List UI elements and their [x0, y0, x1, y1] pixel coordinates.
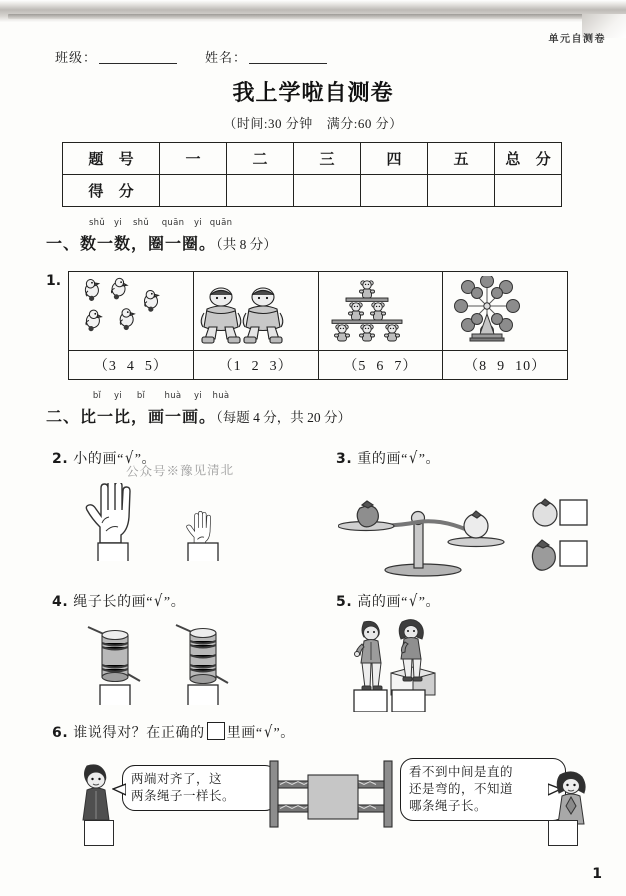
score-col-5: 五 [428, 143, 495, 175]
watermark-text: 公众号※豫见清北 [125, 463, 235, 479]
q1-options-1[interactable]: （3 4 5） [69, 351, 194, 380]
question-6-prompt [52, 722, 295, 742]
question-2-text-after: ”。 [134, 452, 157, 467]
corner-title: 单元自测卷 [548, 34, 606, 45]
question-4-text-before: 绳子长的画“ [73, 595, 154, 610]
question-2-illustration [78, 483, 248, 561]
question-3-text-after: ”。 [418, 452, 441, 467]
q1-cell-bear-pyramid [318, 272, 443, 351]
q1-options-2[interactable]: （1 2 3） [193, 351, 318, 380]
check-mark-glyph: √ [124, 448, 134, 467]
question-3-prompt [336, 448, 440, 468]
check-mark-glyph: √ [408, 448, 418, 467]
question-5-text-after: ”。 [418, 595, 441, 610]
check-mark-glyph: √ [154, 591, 163, 610]
section-two-pinyin: bǐ yi bǐ huà yi huà [92, 391, 230, 401]
exam-meta [0, 113, 626, 132]
question-4-number: 4. [52, 594, 69, 610]
ferris-wheel-icon [444, 276, 530, 346]
balance-scale-icon [338, 486, 593, 578]
question-6-number: 6. [52, 725, 69, 741]
q1-cell-chicks [69, 272, 194, 351]
two-hands-icon [78, 483, 248, 561]
question-2-text-before: 小的画“ [73, 452, 124, 467]
left-answer-box[interactable] [84, 820, 114, 846]
scan-edge-artifact [0, 0, 626, 22]
section-one-points: （共 8 分） [216, 237, 277, 252]
score-table-value-row [63, 175, 562, 207]
question-3-text-before: 重的画“ [357, 452, 408, 467]
two-ropes-behind-board-icon [264, 757, 400, 843]
score-cell-2[interactable] [227, 175, 294, 207]
q1-cell-ferris-wheel [443, 272, 568, 351]
score-table-row-label-score: 得 分 [63, 175, 160, 207]
section-one-pinyin: shǔ yi shǔ quān yi quān [88, 218, 233, 228]
score-cell-3[interactable] [294, 175, 361, 207]
score-col-2: 二 [227, 143, 294, 175]
score-table-header-row [63, 143, 562, 175]
chicks-icon [70, 276, 180, 346]
question-1 [46, 271, 568, 380]
left-bubble-line-2: 两条绳子一样长。 [131, 788, 236, 803]
name-label: 姓名： [205, 50, 248, 65]
check-mark-glyph: √ [263, 722, 273, 741]
score-col-3: 三 [294, 143, 361, 175]
exam-total-score: 满分:60 分） [326, 116, 403, 131]
question-3-number: 3. [336, 451, 353, 467]
question-2-number: 2. [52, 451, 69, 467]
score-cell-1[interactable] [160, 175, 227, 207]
page-number: 1 [592, 866, 602, 882]
sumo-wrestlers-icon [195, 277, 291, 345]
check-mark-glyph: √ [408, 591, 418, 610]
rope-cylinders-icon [78, 621, 258, 705]
section-two-points: （每题 4 分，共 20 分） [216, 410, 352, 425]
name-write-line[interactable] [249, 63, 327, 64]
right-speech-bubble [400, 758, 566, 821]
question-5-prompt [336, 591, 440, 611]
score-table-row-label-number: 题 号 [63, 143, 160, 175]
left-speech-bubble [122, 765, 278, 811]
question-1-number: 1. [46, 273, 62, 289]
right-bubble-line-1: 看不到中间是直的 [409, 765, 514, 779]
right-bubble-line-3: 哪条绳子长。 [409, 798, 488, 813]
score-cell-5[interactable] [428, 175, 495, 207]
score-table [62, 142, 562, 207]
left-bubble-tail [112, 782, 126, 798]
question-6-rope-apparatus [264, 757, 400, 843]
question-1-table [68, 271, 568, 380]
inline-answer-box[interactable] [207, 722, 225, 740]
score-cell-4[interactable] [361, 175, 428, 207]
question-4-text-after: ”。 [163, 595, 186, 610]
class-label: 班级： [55, 50, 98, 65]
question-1-options-row [69, 351, 568, 380]
page-title: 我上学啦自测卷 [232, 81, 394, 106]
right-answer-box[interactable] [548, 820, 578, 846]
class-write-line[interactable] [99, 63, 177, 64]
score-col-total: 总 分 [495, 143, 562, 175]
score-cell-total[interactable] [495, 175, 562, 207]
question-3-illustration [338, 486, 593, 578]
score-col-1: 一 [160, 143, 227, 175]
boy-girl-on-box-icon [348, 616, 498, 712]
section-two-title: 二、比一比，画一画。（每题 4 分，共 20 分） [46, 407, 352, 426]
question-1-picture-row [69, 272, 568, 351]
question-6-girl [552, 770, 594, 826]
bear-pyramid-icon [320, 277, 414, 345]
q1-options-4[interactable]: （8 9 10） [443, 351, 568, 380]
section-one-title: 一、数一数，圈一圈。（共 8 分） [46, 234, 277, 253]
question-6-text-mid: 里画“ [226, 726, 263, 741]
section-two-heading [46, 391, 352, 427]
q1-cell-sumo [193, 272, 318, 351]
q1-options-3[interactable]: （5 6 7） [318, 351, 443, 380]
exam-time: （时间:30 分钟 [223, 116, 313, 131]
question-4-illustration [78, 621, 258, 705]
right-bubble-line-2: 还是弯的，不知道 [409, 781, 514, 796]
question-6-text-after: ”。 [273, 726, 295, 741]
section-one-heading [46, 218, 277, 254]
left-bubble-line-1: 两端对齐了，这 [131, 772, 223, 786]
question-5-illustration [348, 616, 498, 712]
girl-speaker-icon [552, 770, 594, 826]
question-6-text-before: 谁说得对？在正确的 [73, 726, 205, 741]
student-info-line [55, 47, 329, 66]
question-5-number: 5. [336, 594, 353, 610]
score-col-4: 四 [361, 143, 428, 175]
question-4-prompt [52, 591, 185, 611]
question-5-text-before: 高的画“ [357, 595, 408, 610]
